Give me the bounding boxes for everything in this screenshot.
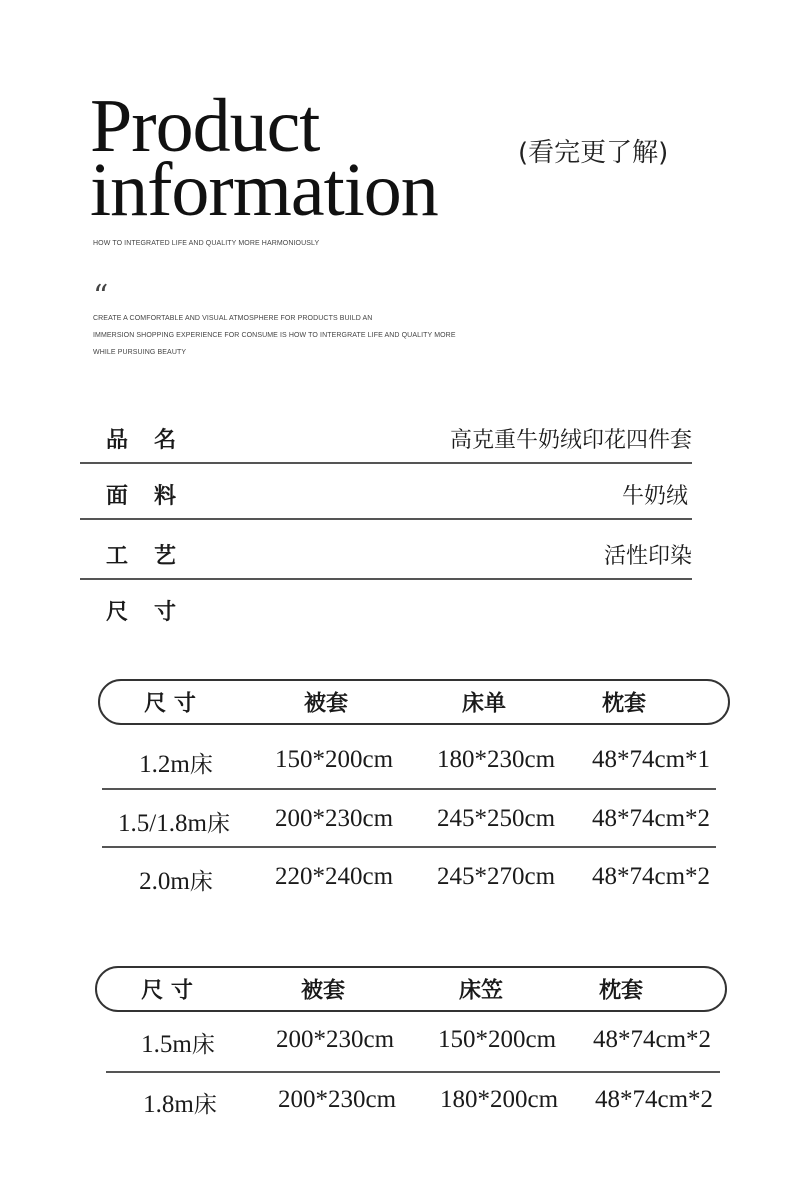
- table2-header: [95, 966, 727, 1012]
- quote-mark-icon: “: [93, 279, 109, 314]
- cell-size: 1.2m床: [139, 751, 213, 778]
- cell-duvet: 200*230cm: [275, 1026, 395, 1053]
- header-size: 尺 寸: [141, 978, 193, 1004]
- spec-row-fabric: [80, 464, 692, 520]
- cell-sheet: 245*250cm: [436, 805, 556, 832]
- table-row: [0, 805, 790, 839]
- table-row: [0, 863, 790, 897]
- spec-label: 品名: [106, 428, 203, 453]
- title-line-1: Product: [90, 84, 320, 168]
- header-duvet: 被套: [300, 978, 346, 1004]
- paragraph-line: IMMERSION SHOPPING EXPERIENCE FOR CONSUME IS HOW TO INTERGRATE LIFE AND QUALITY MORE: [93, 332, 456, 339]
- header-pillow: 枕套: [601, 691, 647, 717]
- cell-duvet: 150*200cm: [274, 746, 394, 773]
- spec-label: 面料: [106, 484, 203, 509]
- cell-pillow: 48*74cm*2: [591, 863, 711, 890]
- header-fitted-sheet: 床笠: [458, 978, 504, 1004]
- cell-size: 1.8m床: [143, 1091, 217, 1118]
- spec-value: 高克重牛奶绒印花四件套: [449, 428, 692, 453]
- divider: [80, 578, 692, 580]
- divider: [102, 788, 716, 790]
- paragraph-line: CREATE A COMFORTABLE AND VISUAL ATMOSPHERE FOR PRODUCTS BUILD AN: [93, 315, 373, 322]
- spec-row-size: [80, 582, 692, 638]
- table-row: [0, 746, 790, 780]
- spec-label: 工艺: [106, 544, 203, 569]
- spec-row-craft: [80, 522, 692, 580]
- header-pillow: 枕套: [598, 978, 644, 1004]
- header-sheet: 床单: [461, 691, 507, 717]
- table-row: [0, 1026, 790, 1060]
- read-more-hint: (看完更了解): [518, 138, 669, 168]
- spec-row-name: [80, 408, 692, 464]
- cell-size: 2.0m床: [139, 868, 213, 895]
- cell-pillow: 48*74cm*1: [591, 746, 711, 773]
- header-size: 尺 寸: [144, 691, 196, 717]
- divider: [106, 1071, 720, 1073]
- divider: [102, 846, 716, 848]
- cell-pillow: 48*74cm*2: [594, 1086, 714, 1113]
- cell-duvet: 200*230cm: [277, 1086, 397, 1113]
- cell-size: 1.5/1.8m床: [118, 810, 230, 837]
- spec-value: 牛奶绒: [621, 484, 688, 509]
- divider: [80, 518, 692, 520]
- cell-sheet: 180*200cm: [439, 1086, 559, 1113]
- table-row: [0, 1086, 790, 1120]
- cell-pillow: 48*74cm*2: [592, 1026, 712, 1053]
- table1-header: [98, 679, 730, 725]
- tagline: HOW TO INTEGRATED LIFE AND QUALITY MORE HARMONIOUSLY: [93, 240, 320, 247]
- cell-size: 1.5m床: [141, 1031, 215, 1058]
- paragraph-line: WHILE PURSUING BEAUTY: [93, 349, 187, 356]
- cell-sheet: 245*270cm: [436, 863, 556, 890]
- header-duvet: 被套: [303, 691, 349, 717]
- title-line-2: information: [90, 148, 438, 232]
- cell-pillow: 48*74cm*2: [591, 805, 711, 832]
- intro-paragraph: [93, 310, 456, 361]
- cell-duvet: 200*230cm: [274, 805, 394, 832]
- cell-sheet: 150*200cm: [437, 1026, 557, 1053]
- cell-duvet: 220*240cm: [274, 863, 394, 890]
- cell-sheet: 180*230cm: [436, 746, 556, 773]
- spec-value: 活性印染: [603, 544, 692, 569]
- spec-label: 尺寸: [106, 600, 203, 625]
